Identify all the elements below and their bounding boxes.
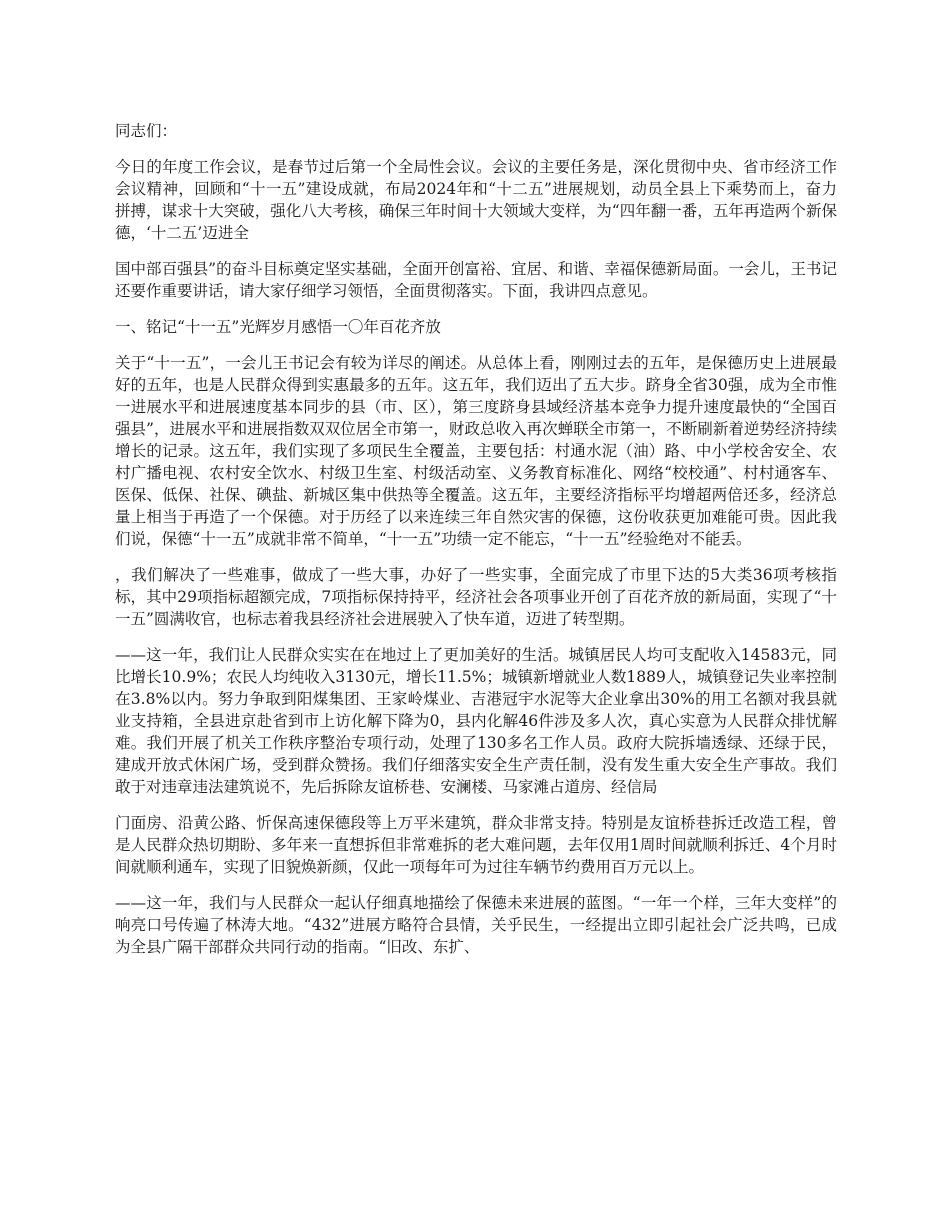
paragraph-achievements: ，我们解决了一些难事，做成了一些大事，办好了一些实事，全面完成了市里下达的5大类36项考核指标，其中29项指标超额完成，7项指标保持持平，经济社会各项事业开创了百花齐放的新局面，实现了“十一五”圆满收官，也标志着我县经济社会进展驶入了快车道，迈进了转型期。 (115, 566, 837, 628)
section-heading: 一、铭记“十一五”光辉岁月感悟一〇年百花齐放 (115, 318, 441, 336)
paragraph-intro: 今日的年度工作会议，是春节过后第一个全局性会议。会议的主要任务是，深化贯彻中央、省市经济工作会议精神，回顾和“十一五”建设成就，布局2024年和“十二五”进展规划，动员全县上下乘势而上，奋力拼搏，谋求十大突破，强化八大考核，确保三年时间十大领域大变样，为“四年翻一番，五年再造两个新保德，‘十二五’迈进全 (115, 158, 837, 242)
paragraph-blueprint: ——这一年，我们与人民群众一起认仔细真地描绘了保德未来进展的蓝图。“一年一个样，三年大变样”的响亮口号传遍了林涛大地。“432”进展方略符合县情，关乎民生，一经提出立即引起社会广泛共鸣，已成为全县广隔干部群众共同行动的指南。“旧改、东扩、 (115, 894, 837, 956)
paragraph-review: 关于“十一五”，一会儿王书记会有较为详尽的阐述。从总体上看，刚刚过去的五年，是保德历史上进展最好的五年，也是人民群众得到实惠最多的五年。这五年，我们迈出了五大步。跻身全省30强，成为全市惟一进展水平和进展速度基本同步的县（市、区），第三度跻身县域经济基本竞争力提升速度最快的“全国百强县”，进展水平和进展指数双双位居全市第一，财政总收入再次蝉联全市第一，不断刷新着逆势经济持续增长的记录。这五年，我们实现了多项民生全覆盖，主要包括：村通水泥（油）路、中小学校舍安全、农村广播电视、农村安全饮水、村级卫生室、村级活动室、义务教育标准化、网络“校校通”、村村通客车、医保、低保、社保、碘盐、新城区集中供热等全覆盖。这五年，主要经济指标平均增超两倍还多，经济总量上相当于再造了一个保德。对于历经了以来连续三年自然灾害的保德，这份收获更加难能可贵。因此我们说，保德“十一五”成就非常不简单，“十一五”功绩一定不能忘，“十一五”经验绝对不能丢。 (115, 354, 837, 548)
paragraph-intro-continued: 国中部百强县”的奋斗目标奠定坚实基础，全面开创富裕、宜居、和谐、幸福保德新局面。一会儿，王书记还要作重要讲话，请大家仔细学习领悟，全面贯彻落实。下面，我讲四点意见。 (115, 260, 837, 300)
document-body (115, 120, 837, 972)
salutation: 同志们： (115, 122, 178, 140)
paragraph-livelihood: ——这一年，我们让人民群众实实在在地过上了更加美好的生活。城镇居民人均可支配收入14583元，同比增长10.9%；农民人均纯收入3130元，增长11.5%；城镇新增就业人数1889人，城镇登记失业率控制在3.8%以内。努力争取到阳煤集团、王家岭煤业、吉港冠宇水泥等大企业拿出30%的用工名额对我县就业支持箱，全县进京赴省到市上访化解下降为0，县内化解46件涉及多人次，真心实意为人民群众排忧解难。我们开展了机关工作秩序整治专项行动，处理了130多名工作人员。政府大院拆墙透绿、还绿于民，建成开放式休闲广场，受到群众赞扬。我们仔细落实安全生产责任制，没有发生重大安全生产事故。我们敢于对违章违法建筑说不，先后拆除友谊桥巷、安澜楼、马家滩占道房、经信局 (115, 646, 837, 796)
paragraph-demolition: 门面房、沿黄公路、忻保高速保德段等上万平米建筑，群众非常支持。特别是友谊桥巷拆迁改造工程，曾是人民群众热切期盼、多年来一直想拆但非常难拆的老大难问题，去年仅用1周时间就顺利拆迁、4个月时间就顺利通车，实现了旧貌焕新颜，仅此一项每年可为过往车辆节约费用百万元以上。 (115, 814, 837, 876)
